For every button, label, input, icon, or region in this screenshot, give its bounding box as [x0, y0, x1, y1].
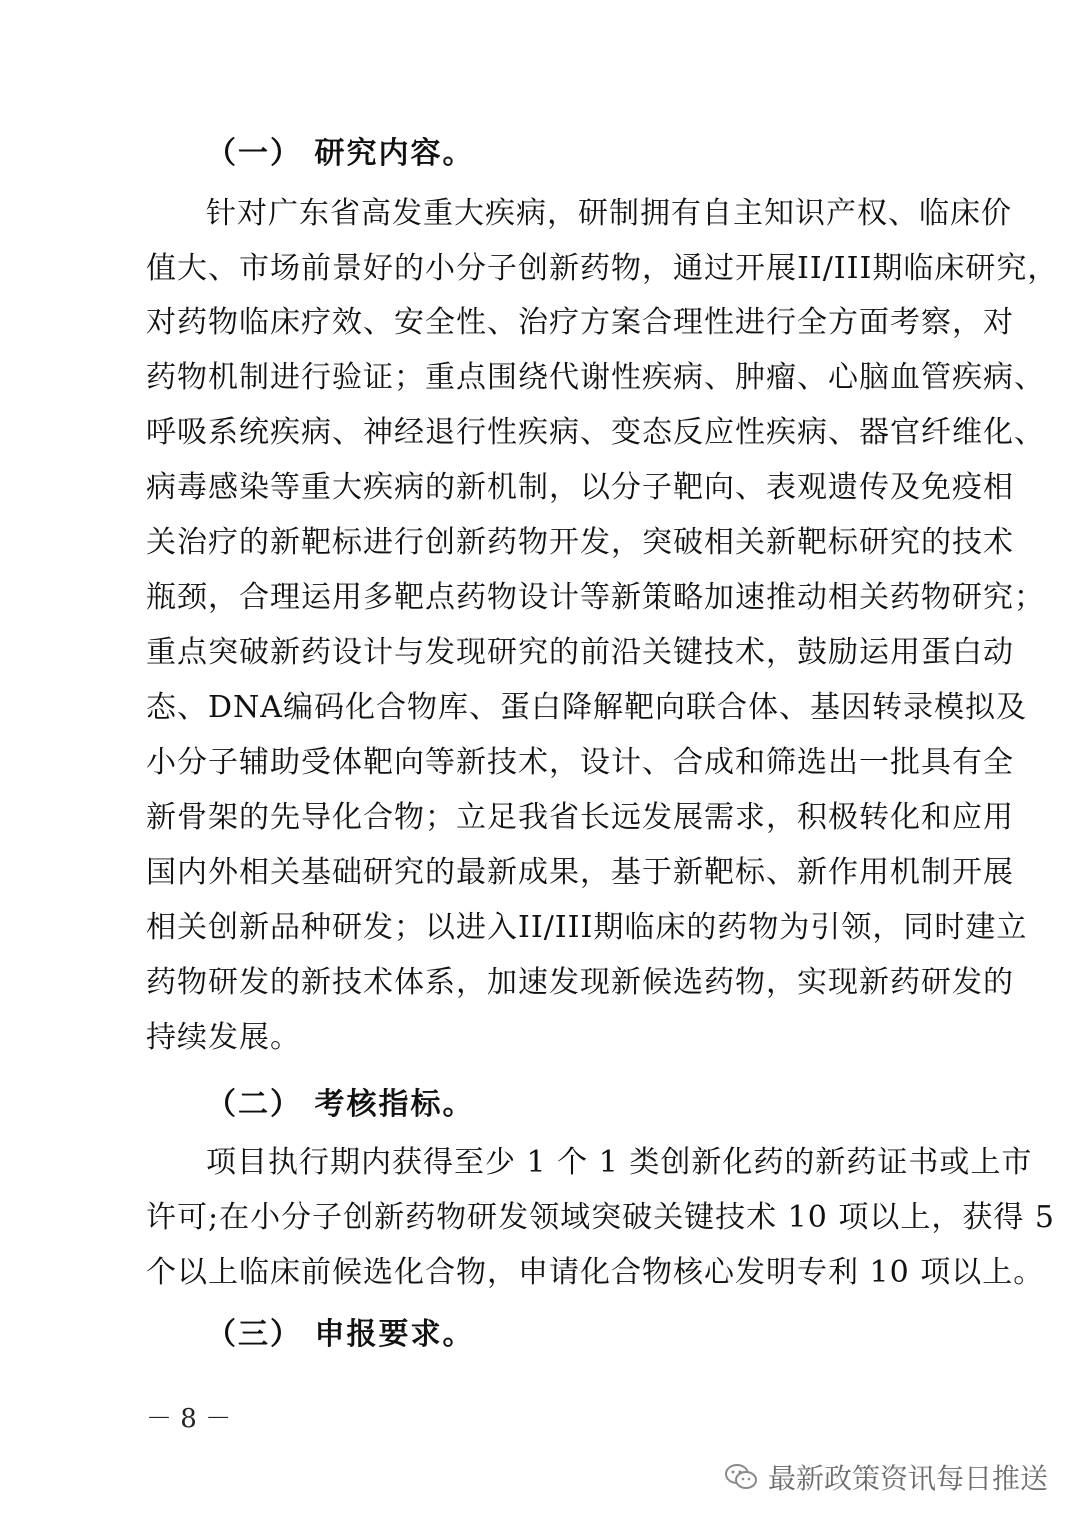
paragraph-line: 药物机制进行验证；重点围绕代谢性疾病、肿瘤、心脑血管疾病、: [146, 360, 1045, 395]
paragraph-line: 态、DNA编码化合物库、蛋白降解靶向联合体、基因转录模拟及: [146, 690, 1027, 725]
watermark: [724, 1457, 1048, 1497]
paragraph-line: 呼吸系统疾病、神经退行性疾病、变态反应性疾病、器官纤维化、: [146, 415, 1045, 450]
paragraph-line: 对药物临床疗效、安全性、治疗方案合理性进行全方面考察，对: [146, 305, 1014, 340]
paragraph-line: 持续发展。: [146, 1020, 301, 1055]
wechat-icon: [724, 1462, 758, 1492]
section-heading-application-requirements: （三） 申报要求。: [206, 1317, 475, 1352]
watermark-text: 最新政策资讯每日推送: [767, 1462, 1048, 1495]
paragraph-line: 重点突破新药设计与发现研究的前沿关键技术，鼓励运用蛋白动: [146, 635, 1014, 670]
section-heading-assessment-indicators: （二） 考核指标。: [206, 1087, 475, 1122]
page-number: － 8 －: [146, 1404, 232, 1434]
paragraph-line: 关治疗的新靶标进行创新药物开发，突破相关新靶标研究的技术: [146, 525, 1014, 560]
paragraph-line: 药物研发的新技术体系，加速发现新候选药物，实现新药研发的: [146, 965, 1014, 1000]
paragraph-line: 项目执行期内获得至少 1 个 1 类创新化药的新药证书或上市: [206, 1145, 1033, 1180]
paragraph-line: 小分子辅助受体靶向等新技术，设计、合成和筛选出一批具有全: [146, 745, 1014, 780]
paragraph-line: 瓶颈，合理运用多靶点药物设计等新策略加速推动相关药物研究；: [146, 580, 1045, 615]
paragraph-line: 个以上临床前候选化合物，申请化合物核心发明专利 10 项以上。: [146, 1255, 1045, 1290]
paragraph-line: 国内外相关基础研究的最新成果，基于新靶标、新作用机制开展: [146, 855, 1014, 890]
paragraph-line: 值大、市场前景好的小分子创新药物，通过开展II/III期临床研究，: [146, 251, 1059, 286]
paragraph-line: 针对广东省高发重大疾病，研制拥有自主知识产权、临床价: [206, 196, 1012, 231]
paragraph-line: 相关创新品种研发；以进入II/III期临床的药物为引领，同时建立: [146, 910, 1028, 945]
paragraph-line: 许可;在小分子创新药物研发领域突破关键技术 10 项以上，获得 5: [146, 1200, 1055, 1235]
paragraph-line: 新骨架的先导化合物；立足我省长远发展需求，积极转化和应用: [146, 800, 1014, 835]
paragraph-line: 病毒感染等重大疾病的新机制，以分子靶向、表观遗传及免疫相: [146, 470, 1014, 505]
section-heading-research-content: （一） 研究内容。: [206, 136, 475, 171]
